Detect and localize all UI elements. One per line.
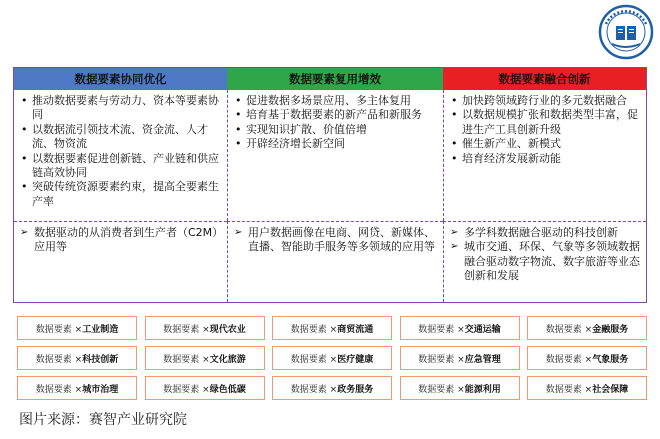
tag-medical-health — [272, 346, 392, 370]
tag-prefix: 数据要素 × — [35, 354, 83, 365]
tag-transportation — [400, 316, 520, 340]
list-item: • 实现知识扩散、价值倍增 — [234, 123, 439, 137]
tag-prefix: 数据要素 × — [545, 354, 593, 365]
header-fusion-innovation: 数据要素融合创新 — [443, 68, 646, 90]
header-collaborative-optimization: 数据要素协同优化 — [14, 68, 227, 90]
tag-urban-governance — [17, 376, 137, 400]
list-item: • 突破传统资源要素约束，提高全要素生产率 — [20, 180, 223, 209]
tag-prefix: 数据要素 × — [290, 354, 338, 365]
tag-label: 科技创新 — [82, 354, 119, 365]
institute-seal-icon — [598, 4, 654, 60]
tag-modern-agriculture — [145, 316, 265, 340]
list-item: • 催生新产业、新模式 — [450, 137, 642, 151]
tag-financial-services — [527, 316, 647, 340]
tag-emergency-management — [400, 346, 520, 370]
tag-prefix: 数据要素 × — [163, 354, 210, 365]
tag-prefix: 数据要素 × — [163, 324, 210, 335]
list-item: ➢ 多学科数据融合驱动的科技创新 — [450, 226, 642, 240]
scenario-tag-grid — [17, 316, 647, 398]
tag-prefix: 数据要素 × — [545, 324, 593, 335]
tag-label: 社会保障 — [592, 384, 629, 395]
tag-label: 商贸流通 — [337, 324, 374, 335]
row1-col3-cell — [443, 90, 646, 221]
tag-sci-tech-innovation — [17, 346, 137, 370]
tag-prefix: 数据要素 × — [35, 384, 83, 395]
tag-label: 交通运输 — [464, 324, 501, 335]
list-item: • 开辟经济增长新空间 — [234, 137, 439, 151]
tag-culture-tourism — [145, 346, 265, 370]
institute-logo — [598, 4, 654, 60]
list-item: • 推动数据要素与劳动力、资本等要素协同 — [20, 94, 223, 123]
tag-label: 文化旅游 — [209, 354, 246, 365]
tag-green-low-carbon — [145, 376, 265, 400]
list-item: • 促进数据多场景应用、多主体复用 — [234, 94, 439, 108]
list-item: • 培育基于数据要素的新产品和新服务 — [234, 108, 439, 122]
tag-prefix: 数据要素 × — [163, 384, 210, 395]
list-item: ➢ 城市交通、环保、气象等多领域数据融合驱动数字物流、数字旅游等业态创新和发展 — [450, 240, 642, 283]
tag-label: 气象服务 — [592, 354, 629, 365]
row2-col3-cell — [443, 221, 646, 302]
list-item: • 以数据规模扩张和数据类型丰富，促进生产工具创新升级 — [450, 108, 642, 137]
tag-social-security — [527, 376, 647, 400]
list-item: • 培育经济发展新动能 — [450, 152, 642, 166]
row2-col2-cell — [227, 221, 443, 302]
tag-prefix: 数据要素 × — [545, 384, 593, 395]
tag-industrial-manufacturing — [17, 316, 137, 340]
tag-label: 绿色低碳 — [209, 384, 246, 395]
row2-col1-cell — [14, 221, 227, 302]
tag-label: 城市治理 — [82, 384, 119, 395]
data-element-matrix — [13, 67, 647, 303]
list-item: • 以数据流引领技术流、资金流、人才流、物资流 — [20, 123, 223, 152]
row1-col2-cell — [227, 90, 443, 221]
tag-prefix: 数据要素 × — [290, 384, 338, 395]
tag-prefix: 数据要素 × — [418, 384, 465, 395]
image-source-caption: 图片来源：赛智产业研究院 — [19, 412, 187, 428]
header-reuse-efficiency: 数据要素复用增效 — [227, 68, 443, 90]
tag-prefix: 数据要素 × — [35, 324, 83, 335]
list-item: • 以数据要素促进创新链、产业链和供应链高效协同 — [20, 152, 223, 181]
tag-prefix: 数据要素 × — [290, 324, 338, 335]
tag-label: 政务服务 — [337, 384, 374, 395]
list-item: • 加快跨领域跨行业的多元数据融合 — [450, 94, 642, 108]
tag-label: 工业制造 — [82, 324, 119, 335]
tag-commerce-circulation — [272, 316, 392, 340]
row1-col1-cell — [14, 90, 227, 221]
tag-government-services — [272, 376, 392, 400]
tag-prefix: 数据要素 × — [418, 354, 465, 365]
tag-meteorological-services — [527, 346, 647, 370]
tag-prefix: 数据要素 × — [418, 324, 465, 335]
list-item: ➢ 数据驱动的从消费者到生产者（C2M）应用等 — [20, 226, 223, 255]
tag-energy-utilization — [400, 376, 520, 400]
tag-label: 能源利用 — [464, 384, 501, 395]
tag-label: 现代农业 — [209, 324, 246, 335]
tag-label: 金融服务 — [592, 324, 629, 335]
tag-label: 医疗健康 — [337, 354, 374, 365]
list-item: ➢ 用户数据画像在电商、网贷、新媒体、直播、智能助手服务等多领域的应用等 — [234, 226, 439, 255]
tag-label: 应急管理 — [464, 354, 501, 365]
